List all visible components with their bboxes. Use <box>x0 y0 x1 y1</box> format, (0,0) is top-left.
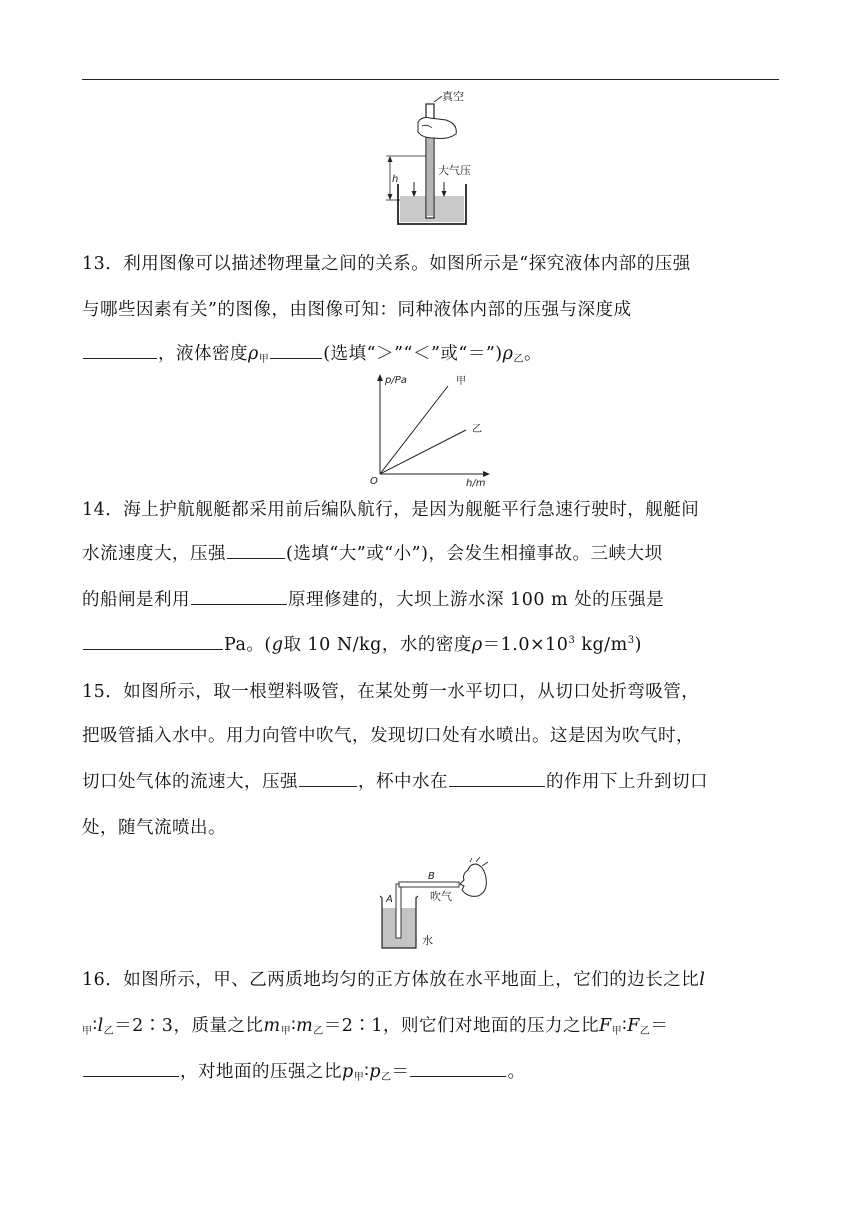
text: ＝1.0×10 <box>482 635 569 655</box>
f-symbol: F <box>599 1016 612 1036</box>
text: ∶ <box>364 1062 370 1082</box>
rho-symbol: ρ <box>502 344 514 364</box>
superscript: 3 <box>627 635 635 646</box>
line-yi <box>380 430 466 474</box>
subscript: 甲 <box>258 354 270 365</box>
line-jia <box>380 386 448 474</box>
text: 原理修建的，大坝上游水深 100 m 处的压强是 <box>288 590 665 610</box>
blow-label: 吹气 <box>430 890 452 903</box>
text: ∶ <box>291 1016 297 1036</box>
answer-blank[interactable] <box>83 648 223 650</box>
text: ，液体密度 <box>158 344 248 364</box>
text: ＝ <box>391 1062 410 1082</box>
l-symbol: l <box>699 970 706 990</box>
answer-blank[interactable] <box>270 357 322 359</box>
text: ∶ <box>622 1016 628 1036</box>
q16-line3 <box>82 1064 525 1083</box>
x-axis-label: h/m <box>466 478 486 488</box>
atm-label: 大气压 <box>438 164 471 177</box>
origin-label: O <box>370 476 378 487</box>
jia-line-label: 甲 <box>456 376 466 387</box>
water-label: 水 <box>422 934 433 947</box>
text: ＝2∶3，质量之比 <box>114 1016 264 1036</box>
text: (选填“大”或“小”)，会发生相撞事故。三峡大坝 <box>286 544 663 564</box>
answer-blank[interactable] <box>83 357 157 359</box>
pressure-depth-graph <box>368 370 494 488</box>
text: ，杯中水在 <box>358 772 448 792</box>
f-symbol: F <box>627 1016 640 1036</box>
y-axis-label: p/Pa <box>385 375 407 386</box>
text: ，对地面的压强之比 <box>180 1062 342 1082</box>
text: 取 10 N/kg，水的密度 <box>283 635 472 655</box>
q13-line1: 13．利用图像可以描述物理量之间的关系。如图所示是“探究液体内部的压强 <box>82 254 691 274</box>
answer-blank[interactable] <box>191 603 287 605</box>
text: ＝ <box>650 1016 669 1036</box>
superscript: 3 <box>568 635 576 646</box>
subscript: 甲 <box>353 1072 365 1083</box>
subscript: 甲 <box>611 1026 623 1037</box>
q16-line1 <box>82 972 705 990</box>
label-a: A <box>386 894 393 905</box>
label-b: B <box>428 871 435 882</box>
q14-line3 <box>82 592 664 610</box>
p-symbol: p <box>342 1062 354 1082</box>
subscript: 乙 <box>103 1026 115 1037</box>
text: ) <box>634 635 642 655</box>
g-symbol: g <box>271 635 284 655</box>
answer-blank[interactable] <box>227 557 285 559</box>
answer-blank[interactable] <box>83 1075 179 1077</box>
text: 切口处气体的流速大，压强 <box>82 772 298 792</box>
rho-symbol: ρ <box>471 635 483 655</box>
subscript: 乙 <box>380 1072 392 1083</box>
subscript: 甲 <box>82 1026 93 1037</box>
q14-line4 <box>82 636 642 655</box>
text: 的船闸是利用 <box>82 590 190 610</box>
q15-line2: 把吸管插入水中。用力向管中吹气，发现切口处有水喷出。这是因为吹气时， <box>82 726 694 746</box>
q15-line4: 处，随气流喷出。 <box>82 818 226 838</box>
q14-line1: 14．海上护航舰艇都采用前后编队航行，是因为舰艇平行急速行驶时，舰艇间 <box>82 500 700 520</box>
subscript: 乙 <box>313 1026 324 1037</box>
text: 水流速度大，压强 <box>82 544 226 564</box>
text: 16．如图所示，甲、乙两质地均匀的正方体放在水平地面上，它们的边长之比 <box>82 970 700 990</box>
torricelli-figure <box>382 88 492 234</box>
subscript: 乙 <box>639 1026 651 1037</box>
m-symbol: m <box>263 1016 281 1036</box>
text: Pa。( <box>224 635 272 655</box>
m-symbol: m <box>296 1016 314 1036</box>
answer-blank[interactable] <box>449 785 545 787</box>
q13-line3 <box>82 346 542 365</box>
text: 。 <box>523 344 542 364</box>
face-icon <box>460 864 486 896</box>
text: 。 <box>507 1062 526 1082</box>
text: (选填“＞”“＜”或“＝”) <box>323 344 503 364</box>
answer-blank[interactable] <box>410 1075 506 1077</box>
q15-line1: 15．如图所示，取一根塑料吸管，在某处剪一水平切口，从切口处折弯吸管， <box>82 682 700 702</box>
text: ∶ <box>92 1016 98 1036</box>
straw-cup-figure <box>372 856 494 954</box>
l-symbol: l <box>97 1016 104 1036</box>
subscript: 甲 <box>280 1026 292 1037</box>
h-label: h <box>392 174 399 185</box>
yi-line-label: 乙 <box>472 424 482 435</box>
q16-line2 <box>82 1018 668 1037</box>
answer-blank[interactable] <box>299 785 357 787</box>
q13-line2: 与哪些因素有关”的图像，由图像可知：同种液体内部的压强与深度成 <box>82 300 632 320</box>
text: 的作用下上升到切口 <box>546 772 708 792</box>
rho-symbol: ρ <box>248 344 259 364</box>
subscript: 乙 <box>513 354 524 365</box>
q15-line3 <box>82 774 708 792</box>
text: ＝2∶1，则它们对地面的压力之比 <box>323 1016 600 1036</box>
vacuum-label: 真空 <box>442 90 464 103</box>
header-rule <box>82 79 779 80</box>
p-symbol: p <box>369 1062 381 1082</box>
q14-line2 <box>82 546 662 564</box>
text: kg/m <box>575 635 628 655</box>
